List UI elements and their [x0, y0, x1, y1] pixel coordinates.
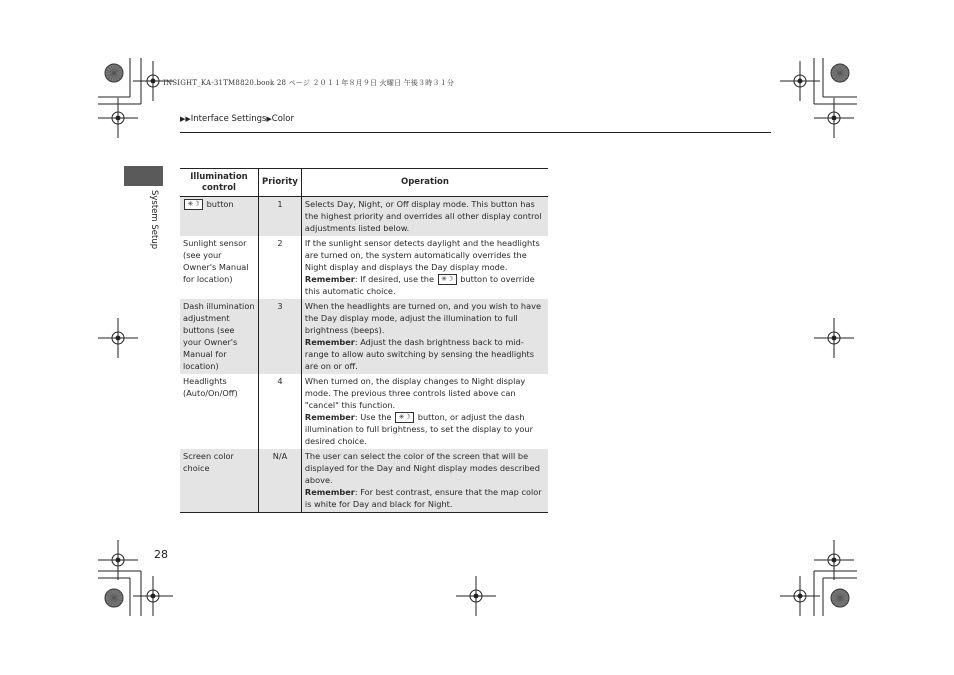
section-tab [124, 166, 163, 186]
registration-mark-icon [814, 540, 854, 580]
sun-moon-icon: ✳☽ [184, 199, 203, 210]
table-row [180, 374, 548, 449]
gray-target-icon [105, 64, 123, 82]
control-cell: Dash illumination adjustment buttons (see your Owner's Manual for location) [180, 299, 259, 374]
breadcrumb-item-color: Color [271, 114, 294, 124]
remember-text: : Adjust the dash brightness back to mid-range to allow auto switching by sensing the headlights are on or off. [304, 337, 534, 371]
remember-text: button to override this automatic choice. [304, 274, 535, 296]
table-row [180, 236, 548, 299]
remember-text: : Use the [354, 412, 392, 422]
priority-cell: N/A [259, 449, 302, 513]
priority-cell: 3 [259, 299, 302, 374]
table-row [180, 299, 548, 374]
operation-cell [301, 449, 548, 513]
header-rule [180, 132, 771, 133]
registration-mark-icon [133, 576, 173, 616]
breadcrumb-item-interface-settings[interactable]: Interface Settings [190, 114, 267, 124]
operation-text: Selects Day, Night, or Off display mode. This button has the highest priority and overrides all other display control adjustments listed below. [304, 199, 542, 233]
registration-mark-icon [98, 318, 138, 358]
breadcrumb-arrow-icon: ▶ [266, 115, 272, 123]
operation-text: When turned on, the display changes to Night display mode. The previous three controls listed above can "cancel" this function. [304, 376, 526, 410]
header-illumination-control: Illumination control [180, 169, 259, 197]
remember-text: button, or adjust the dash illumination to full brightness, to set the display to your desired choice. [304, 412, 533, 446]
gray-target-icon [831, 64, 849, 82]
operation-cell [301, 236, 548, 299]
registration-mark-icon [814, 318, 854, 358]
page-number: 28 [154, 548, 168, 561]
operation-text: The user can select the color of the screen that will be displayed for the Day and Night display modes described above. [304, 451, 540, 485]
operation-cell [301, 299, 548, 374]
priority-cell: 4 [259, 374, 302, 449]
table-row [180, 197, 548, 237]
priority-cell: 2 [259, 236, 302, 299]
control-cell [180, 197, 259, 237]
table-header-row [180, 169, 548, 197]
sun-moon-icon: ✳☽ [438, 274, 457, 285]
control-cell: Headlights (Auto/On/Off) [183, 376, 238, 398]
table-row [180, 449, 548, 513]
breadcrumb [180, 114, 294, 124]
remember-label: Remember [304, 337, 355, 347]
header-priority: Priority [259, 169, 302, 197]
gray-target-icon [105, 589, 123, 607]
header-operation: Operation [301, 169, 548, 197]
remember-label: Remember [304, 412, 355, 422]
operation-cell [301, 197, 548, 237]
gray-target-icon [831, 589, 849, 607]
illumination-control-table [180, 168, 548, 513]
control-name: button [206, 199, 234, 209]
breadcrumb-arrow-icon: ▶▶ [180, 115, 191, 123]
sun-moon-icon: ✳☽ [395, 412, 414, 423]
registration-mark-icon [98, 540, 138, 580]
remember-text: : If desired, use the [354, 274, 435, 284]
control-cell: Screen color choice [180, 449, 259, 513]
operation-text: If the sunlight sensor detects daylight and the headlights are turned on, the system automatically overrides the Night display and displays the Day display mode. [304, 238, 540, 272]
remember-text: : For best contrast, ensure that the map color is white for Day and black for Night. [304, 487, 542, 509]
registration-mark-icon [456, 576, 496, 616]
section-label: System Setup [149, 190, 159, 250]
print-file-info: INSIGHT_KA-31TM8820.book 28 ページ ２０１１年８月９日 火曜日 午後３時３１分 [163, 79, 455, 87]
operation-text: When the headlights are turned on, and you wish to have the Day display mode, adjust the illumination to full brightness (beeps). [304, 301, 541, 335]
remember-label: Remember [304, 274, 355, 284]
operation-cell [301, 374, 548, 449]
control-cell: Sunlight sensor (see your Owner's Manual for location) [183, 238, 249, 284]
priority-cell: 1 [259, 197, 302, 237]
remember-label: Remember [304, 487, 355, 497]
